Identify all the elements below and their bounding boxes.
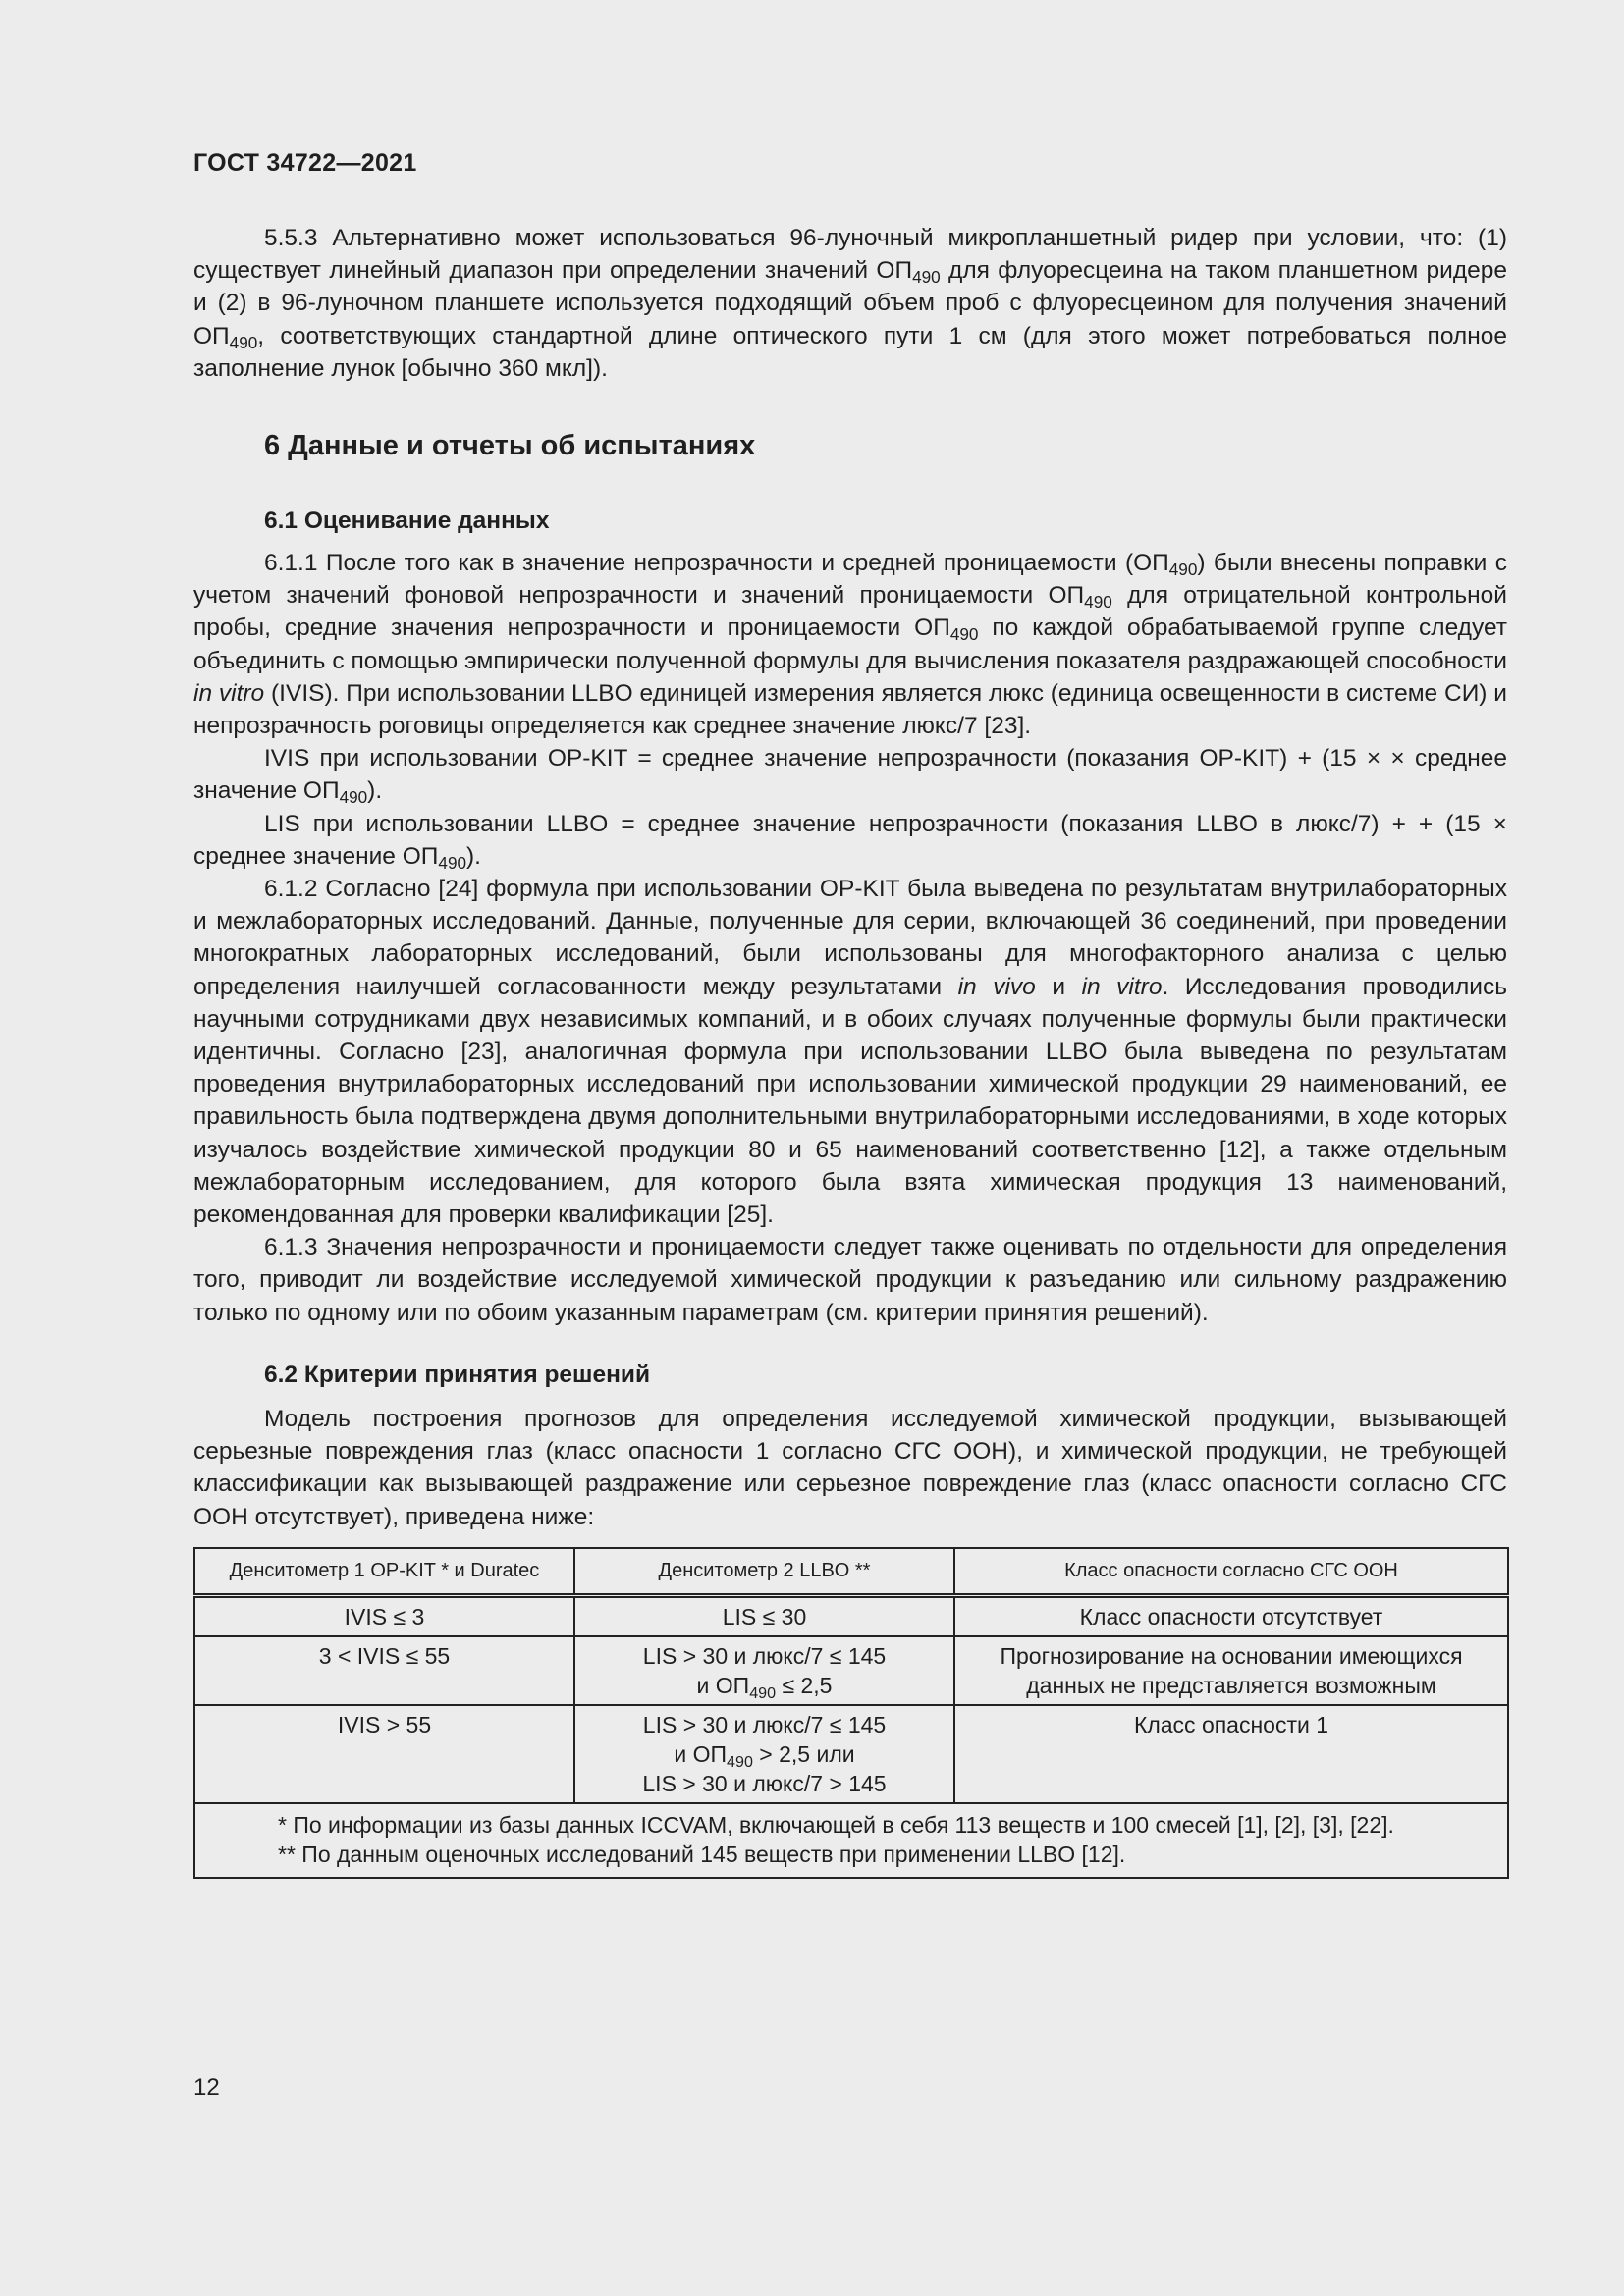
table-cell: 3 < IVIS ≤ 55 (194, 1636, 574, 1705)
document-code: ГОСТ 34722—2021 (193, 149, 417, 177)
table-notes-row (194, 1803, 1508, 1878)
table-cell: LIS ≤ 30 (574, 1595, 954, 1636)
table-cell: IVIS > 55 (194, 1705, 574, 1803)
cell-line: LIS > 30 и люкс/7 ≤ 145 (642, 1711, 887, 1737)
table-footnote-2: ** По данным оценочных исследований 145 веществ при применении LLBO [12]. (278, 1841, 1126, 1867)
cell-line: Прогнозирование на основании имеющихся (1000, 1642, 1463, 1669)
page-number: 12 (193, 2074, 220, 2101)
table-cell (574, 1705, 954, 1803)
criteria-table-wrapper (193, 1547, 1507, 1879)
paragraph-6-2-intro: Модель построения прогнозов для определения исследуемой химической продукции, вызывающей серьезные повреждения глаз (класс опасности 1 согласно СГС ООН), и химической продукции, не требующей классификации как вызывающей раздражение или серьезное повреждение глаз (класс опасности согласно СГС ООН отсутствует), приведена ниже: (193, 1405, 1507, 1530)
table-cell: Класс опасности отсутствует (954, 1595, 1508, 1636)
paragraph-6-1-3: 6.1.3 Значения непрозрачности и проницаемости следует также оценивать по отдельности для определения того, приводит ли воздействие исследуемой химической продукции к разъеданию или сильному раздражению только по одному или по обоим указанным параметрам (см. критерии принятия решений). (193, 1234, 1507, 1326)
table-header-cell: Класс опасности согласно СГС ООН (954, 1548, 1508, 1596)
paragraph-6-1-2: 6.1.2 Согласно [24] формула при использовании OP-KIT была выведена по результатам внутрилабораторных и межлабораторных исследований. Данные, полученные для серии, включающей 36 соединений, при проведении многократных лабораторных исследований, были использованы для многофакторного анализа с целью определения наилучшей согласованности между результатами in vivo и in vitro. Исследования проводились научными сотрудниками двух независимых компаний, и в обоих случаях полученные формулы были практически идентичны. Согласно [23], аналогичная формула при использовании LLBO была выведена по результатам проведения внутрилабораторных исследований при использовании химической продукции 29 наименований, ее правильность была подтверждена двумя дополнительными внутрилабораторными исследованиями, в ходе которых изучалось воздействие химической продукции 80 и 65 наименований соответственно [12], а также отдельным межлабораторным исследованием, для которого была взята химическая продукция 13 наименований, рекомендованная для проверки квалификации [25]. (193, 876, 1507, 1229)
table-cell: Класс опасности 1 (954, 1705, 1508, 1803)
table-footnote-1: * По информации из базы данных ICCVAM, включающей в себя 113 веществ и 100 смесей [1], [2], [3], [22]. (278, 1811, 1394, 1838)
section-6-1-title: 6.1 Оценивание данных (264, 507, 550, 535)
table-row (194, 1636, 1508, 1705)
table-header-cell: Денситометр 1 OP-KIT * и Duratec (194, 1548, 574, 1596)
cell-line: и $ОП_{490} > 2,5$ или (674, 1740, 855, 1771)
table-header-row (194, 1548, 1508, 1596)
section-6-title: 6 Данные и отчеты об испытаниях (264, 430, 756, 462)
table-notes-cell (194, 1803, 1508, 1878)
table-cell (574, 1636, 954, 1705)
lis-formula: LIS при использовании LLBO = среднее значение непрозрачности (показания LLBO в люкс/7) + + (15 × среднее значение $ОП_{490}$). (193, 810, 1507, 873)
paragraph-5-5-3: 5.5.3 Альтернативно может использоваться 96-луночный микропланшетный ридер при условии, что: (1) существует линейный диапазон при определении значений $ОП_{490}$ для флуоресцеина на таком планшетном ридере и (2) в 96-луночном планшете используется подходящий объем проб с флуоресцеином для получения значений $ОП_{490}$, соответствующих стандартной длине оптического пути 1 см (для этого может потребоваться полное заполнение лунок [обычно 360 мкл]). (193, 225, 1508, 382)
page-content (193, 222, 1507, 1879)
table-row (194, 1705, 1508, 1803)
table-cell (954, 1636, 1508, 1705)
cell-line: LIS > 30 и люкс/7 ≤ 145 (642, 1642, 887, 1669)
paragraph-6-1-1: 6.1.1 После того как в значение непрозрачности и средней проницаемости $(ОП_{490})$ были внесены поправки с учетом значений фоновой непрозрачности и значений проницаемости $ОП_{490}$ для отрицательной контрольной пробы, средние значения непрозрачности и проницаемости $ОП_{490}$ по каждой обрабатываемой группе следует объединить с помощью эмпирически полученной формулы для вычисления показателя раздражающей способности in vitro (IVIS). При использовании LLBO единицей измерения является люкс (единица освещенности в системе СИ) и непрозрачность роговицы определяется как среднее значение люкс/7 [23]. (193, 550, 1507, 740)
table-cell: IVIS ≤ 3 (194, 1595, 574, 1636)
cell-line: данных не представляется возможным (1026, 1672, 1436, 1698)
decision-criteria-table (193, 1547, 1509, 1879)
cell-line: и $ОП_{490} \le 2,5$ (696, 1672, 833, 1702)
ivis-formula: IVIS при использовании OP-KIT = среднее значение непрозрачности (показания OP-KIT) + (15 × × среднее значение $ОП_{490}$). (193, 745, 1507, 808)
section-6-2-title: 6.2 Критерии принятия решений (264, 1361, 651, 1388)
table-row (194, 1595, 1508, 1636)
table-header-cell: Денситометр 2 LLBO ** (574, 1548, 954, 1596)
cell-line: LIS > 30 и люкс/7 > 145 (642, 1770, 887, 1796)
